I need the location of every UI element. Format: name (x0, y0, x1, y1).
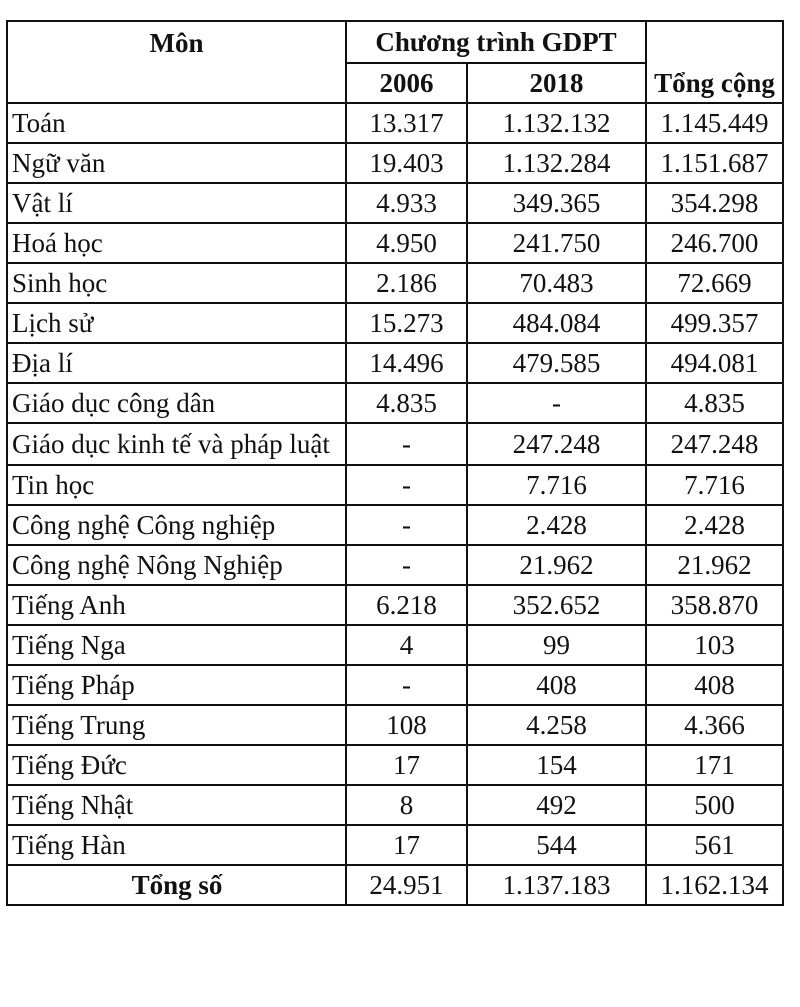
value-2018-cell: 1.132.284 (467, 143, 646, 183)
value-2018-cell: 492 (467, 785, 646, 825)
value-total-cell: 561 (646, 825, 783, 865)
value-2018-cell: 352.652 (467, 585, 646, 625)
value-total-cell: 246.700 (646, 223, 783, 263)
table-row (7, 423, 783, 465)
enrollment-table (6, 20, 784, 906)
table-row (7, 383, 783, 423)
value-total-cell: 4.835 (646, 383, 783, 423)
header-subject: Môn (7, 21, 346, 63)
value-total-cell: 1.145.449 (646, 103, 783, 143)
header-2018: 2018 (467, 63, 646, 103)
value-total-cell: 2.428 (646, 505, 783, 545)
value-2006-cell: 2.186 (346, 263, 467, 303)
subject-cell: Tin học (7, 465, 346, 505)
table-row (7, 465, 783, 505)
value-2006-cell: 4 (346, 625, 467, 665)
value-2018-cell: 70.483 (467, 263, 646, 303)
value-total-cell: 7.716 (646, 465, 783, 505)
header-2006: 2006 (346, 63, 467, 103)
subject-cell: Tiếng Đức (7, 745, 346, 785)
table-row (7, 223, 783, 263)
value-2006-cell: - (346, 423, 467, 465)
table-row (7, 705, 783, 745)
value-2018-cell: 349.365 (467, 183, 646, 223)
table-row (7, 143, 783, 183)
total-label: Tổng số (7, 865, 346, 905)
value-2006-cell: 108 (346, 705, 467, 745)
header-total: Tổng cộng (646, 63, 783, 103)
value-total-cell: 499.357 (646, 303, 783, 343)
table-row (7, 665, 783, 705)
table-row (7, 343, 783, 383)
subject-cell: Toán (7, 103, 346, 143)
subject-cell: Công nghệ Nông Nghiệp (7, 545, 346, 585)
subject-cell: Giáo dục kinh tế và pháp luật (7, 423, 346, 465)
header-row-1 (7, 21, 783, 63)
value-2006-cell: 17 (346, 825, 467, 865)
value-total-cell: 354.298 (646, 183, 783, 223)
subject-cell: Công nghệ Công nghiệp (7, 505, 346, 545)
table-row (7, 825, 783, 865)
table-row (7, 183, 783, 223)
value-2018-cell: 2.428 (467, 505, 646, 545)
subject-cell: Hoá học (7, 223, 346, 263)
value-total-cell: 4.366 (646, 705, 783, 745)
value-total-cell: 358.870 (646, 585, 783, 625)
table-row (7, 263, 783, 303)
value-2006-cell: 14.496 (346, 343, 467, 383)
table-row (7, 625, 783, 665)
value-2006-cell: 17 (346, 745, 467, 785)
value-2018-cell: 484.084 (467, 303, 646, 343)
subject-cell: Địa lí (7, 343, 346, 383)
value-2018-cell: 21.962 (467, 545, 646, 585)
value-total-cell: 1.151.687 (646, 143, 783, 183)
value-2006-cell: - (346, 665, 467, 705)
value-2006-cell: 8 (346, 785, 467, 825)
subject-cell: Ngữ văn (7, 143, 346, 183)
value-2018-cell: 4.258 (467, 705, 646, 745)
total-sum: 1.162.134 (646, 865, 783, 905)
subject-cell: Tiếng Hàn (7, 825, 346, 865)
value-2018-cell: 1.132.132 (467, 103, 646, 143)
value-2006-cell: 4.835 (346, 383, 467, 423)
header-subject-blank (7, 63, 346, 103)
value-2006-cell: - (346, 465, 467, 505)
subject-cell: Tiếng Anh (7, 585, 346, 625)
value-2018-cell: 154 (467, 745, 646, 785)
value-2018-cell: 7.716 (467, 465, 646, 505)
subject-cell: Tiếng Nga (7, 625, 346, 665)
header-program: Chương trình GDPT (346, 21, 646, 63)
value-2018-cell: 479.585 (467, 343, 646, 383)
value-2018-cell: 544 (467, 825, 646, 865)
value-2018-cell: - (467, 383, 646, 423)
table-row (7, 585, 783, 625)
table-row (7, 303, 783, 343)
subject-cell: Sinh học (7, 263, 346, 303)
subject-cell: Giáo dục công dân (7, 383, 346, 423)
subject-cell: Tiếng Nhật (7, 785, 346, 825)
value-2006-cell: 19.403 (346, 143, 467, 183)
value-total-cell: 247.248 (646, 423, 783, 465)
value-total-cell: 21.962 (646, 545, 783, 585)
header-row-2 (7, 63, 783, 103)
value-total-cell: 494.081 (646, 343, 783, 383)
table-row (7, 745, 783, 785)
value-total-cell: 408 (646, 665, 783, 705)
subject-cell: Tiếng Trung (7, 705, 346, 745)
value-2018-cell: 241.750 (467, 223, 646, 263)
total-row (7, 865, 783, 905)
value-2006-cell: - (346, 545, 467, 585)
subject-cell: Vật lí (7, 183, 346, 223)
value-total-cell: 171 (646, 745, 783, 785)
value-total-cell: 103 (646, 625, 783, 665)
value-total-cell: 500 (646, 785, 783, 825)
value-2006-cell: 13.317 (346, 103, 467, 143)
value-2018-cell: 408 (467, 665, 646, 705)
value-2006-cell: 15.273 (346, 303, 467, 343)
table-row (7, 785, 783, 825)
subject-cell: Tiếng Pháp (7, 665, 346, 705)
total-2018: 1.137.183 (467, 865, 646, 905)
value-2006-cell: - (346, 505, 467, 545)
value-2006-cell: 6.218 (346, 585, 467, 625)
value-total-cell: 72.669 (646, 263, 783, 303)
table-row (7, 103, 783, 143)
table-body (7, 103, 783, 865)
value-2018-cell: 99 (467, 625, 646, 665)
value-2006-cell: 4.950 (346, 223, 467, 263)
table-row (7, 505, 783, 545)
value-2018-cell: 247.248 (467, 423, 646, 465)
header-empty (646, 21, 783, 63)
value-2006-cell: 4.933 (346, 183, 467, 223)
subject-cell: Lịch sử (7, 303, 346, 343)
table-row (7, 545, 783, 585)
total-2006: 24.951 (346, 865, 467, 905)
